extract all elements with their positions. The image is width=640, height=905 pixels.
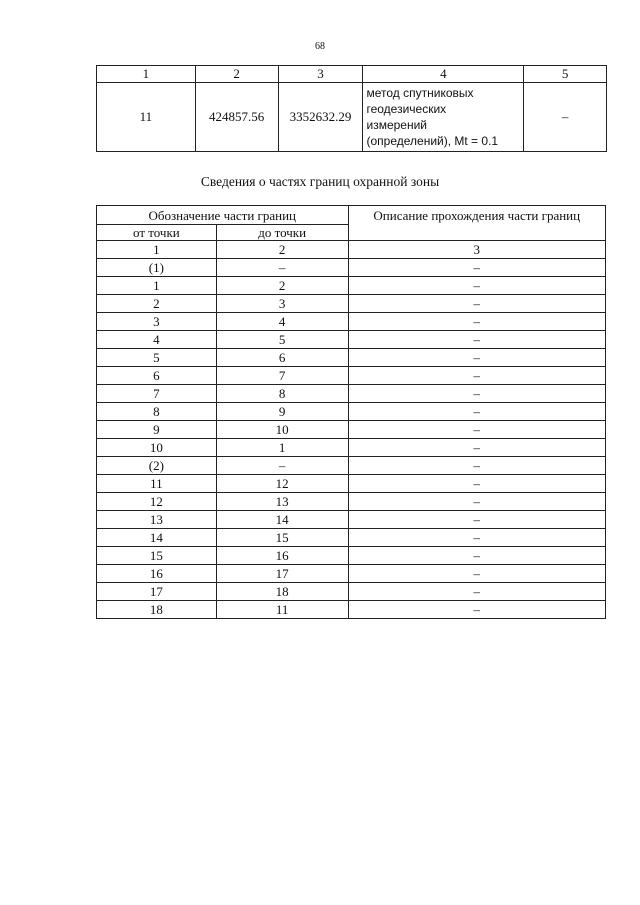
description-cell: –	[348, 259, 606, 277]
method-line: геодезических	[366, 102, 447, 116]
table-row	[97, 475, 606, 493]
description-cell: –	[348, 331, 606, 349]
to-point-header: до точки	[216, 225, 348, 241]
to-point-cell: 11	[216, 601, 348, 619]
from-point-cell: 10	[97, 439, 217, 457]
from-point-cell: 7	[97, 385, 217, 403]
description-cell: –	[348, 385, 606, 403]
from-point-cell: (1)	[97, 259, 217, 277]
method-cell	[363, 83, 524, 152]
to-point-cell: 5	[216, 331, 348, 349]
to-point-cell: 9	[216, 403, 348, 421]
description-cell: –	[348, 439, 606, 457]
to-point-cell: 8	[216, 385, 348, 403]
table-row	[97, 421, 606, 439]
description-cell: –	[348, 457, 606, 475]
to-point-cell: 2	[216, 277, 348, 295]
to-point-cell: 2	[216, 241, 348, 259]
table-row	[97, 439, 606, 457]
coordinates-header-row	[97, 66, 607, 83]
description-cell: –	[348, 367, 606, 385]
to-point-cell: 14	[216, 511, 348, 529]
to-point-cell: 13	[216, 493, 348, 511]
from-point-cell: 13	[97, 511, 217, 529]
point-number-cell: 11	[97, 83, 196, 152]
from-point-header: от точки	[97, 225, 217, 241]
to-point-cell: 18	[216, 583, 348, 601]
table-row	[97, 259, 606, 277]
section-title: Сведения о частях границ охранной зоны	[200, 174, 440, 189]
description-cell: –	[348, 403, 606, 421]
method-line: метод спутниковых	[366, 86, 474, 100]
method-line: (определений), Mt = 0.1	[366, 134, 499, 148]
column-number-cell: 2	[195, 66, 278, 83]
description-cell: 3	[348, 241, 606, 259]
from-point-cell: 14	[97, 529, 217, 547]
description-cell: –	[348, 349, 606, 367]
table-row	[97, 241, 606, 259]
from-point-cell: 18	[97, 601, 217, 619]
description-cell: –	[348, 277, 606, 295]
description-cell: –	[348, 475, 606, 493]
from-point-cell: 8	[97, 403, 217, 421]
description-cell: –	[348, 565, 606, 583]
table-row	[97, 529, 606, 547]
from-point-cell: (2)	[97, 457, 217, 475]
from-point-cell: 2	[97, 295, 217, 313]
from-point-cell: 5	[97, 349, 217, 367]
to-point-cell: 10	[216, 421, 348, 439]
to-point-cell: 17	[216, 565, 348, 583]
table-row	[97, 403, 606, 421]
table-row	[97, 511, 606, 529]
parts-header-row	[97, 206, 606, 225]
description-cell: –	[348, 547, 606, 565]
from-point-cell: 9	[97, 421, 217, 439]
from-point-cell: 15	[97, 547, 217, 565]
to-point-cell: –	[216, 457, 348, 475]
to-point-cell: 3	[216, 295, 348, 313]
table-row	[97, 277, 606, 295]
description-cell: –	[348, 583, 606, 601]
description-cell: –	[348, 511, 606, 529]
to-point-cell: 12	[216, 475, 348, 493]
description-cell: –	[348, 421, 606, 439]
from-point-cell: 16	[97, 565, 217, 583]
method-line: измерений	[366, 118, 427, 132]
from-point-cell: 6	[97, 367, 217, 385]
to-point-cell: 15	[216, 529, 348, 547]
to-point-cell: 4	[216, 313, 348, 331]
boundary-parts-table	[96, 205, 606, 619]
table-row	[97, 601, 606, 619]
table-row	[97, 493, 606, 511]
to-point-cell: –	[216, 259, 348, 277]
boundary-part-designation-header: Обозначение части границ	[97, 206, 349, 225]
coordinates-table	[96, 65, 607, 152]
table-row	[97, 457, 606, 475]
description-cell: –	[348, 313, 606, 331]
from-point-cell: 1	[97, 277, 217, 295]
from-point-cell: 3	[97, 313, 217, 331]
table-row	[97, 565, 606, 583]
column-number-cell: 3	[278, 66, 363, 83]
description-cell: –	[348, 529, 606, 547]
from-point-cell: 4	[97, 331, 217, 349]
table-row	[97, 367, 606, 385]
table-row	[97, 331, 606, 349]
description-cell: –	[348, 493, 606, 511]
table-row	[97, 547, 606, 565]
to-point-cell: 1	[216, 439, 348, 457]
y-coordinate-cell: 3352632.29	[278, 83, 363, 152]
column-number-cell: 4	[363, 66, 524, 83]
from-point-cell: 1	[97, 241, 217, 259]
page-number: 68	[315, 41, 325, 52]
description-cell: –	[348, 601, 606, 619]
table-row	[97, 349, 606, 367]
x-coordinate-cell: 424857.56	[195, 83, 278, 152]
table-row	[97, 583, 606, 601]
boundary-part-description-header: Описание прохождения части границ	[348, 206, 606, 241]
from-point-cell: 11	[97, 475, 217, 493]
coordinates-data-row	[97, 83, 607, 152]
to-point-cell: 16	[216, 547, 348, 565]
to-point-cell: 7	[216, 367, 348, 385]
point-description-cell: –	[524, 83, 607, 152]
column-number-cell: 5	[524, 66, 607, 83]
table-row	[97, 385, 606, 403]
column-number-cell: 1	[97, 66, 196, 83]
table-row	[97, 295, 606, 313]
from-point-cell: 12	[97, 493, 217, 511]
from-point-cell: 17	[97, 583, 217, 601]
table-row	[97, 313, 606, 331]
to-point-cell: 6	[216, 349, 348, 367]
description-cell: –	[348, 295, 606, 313]
